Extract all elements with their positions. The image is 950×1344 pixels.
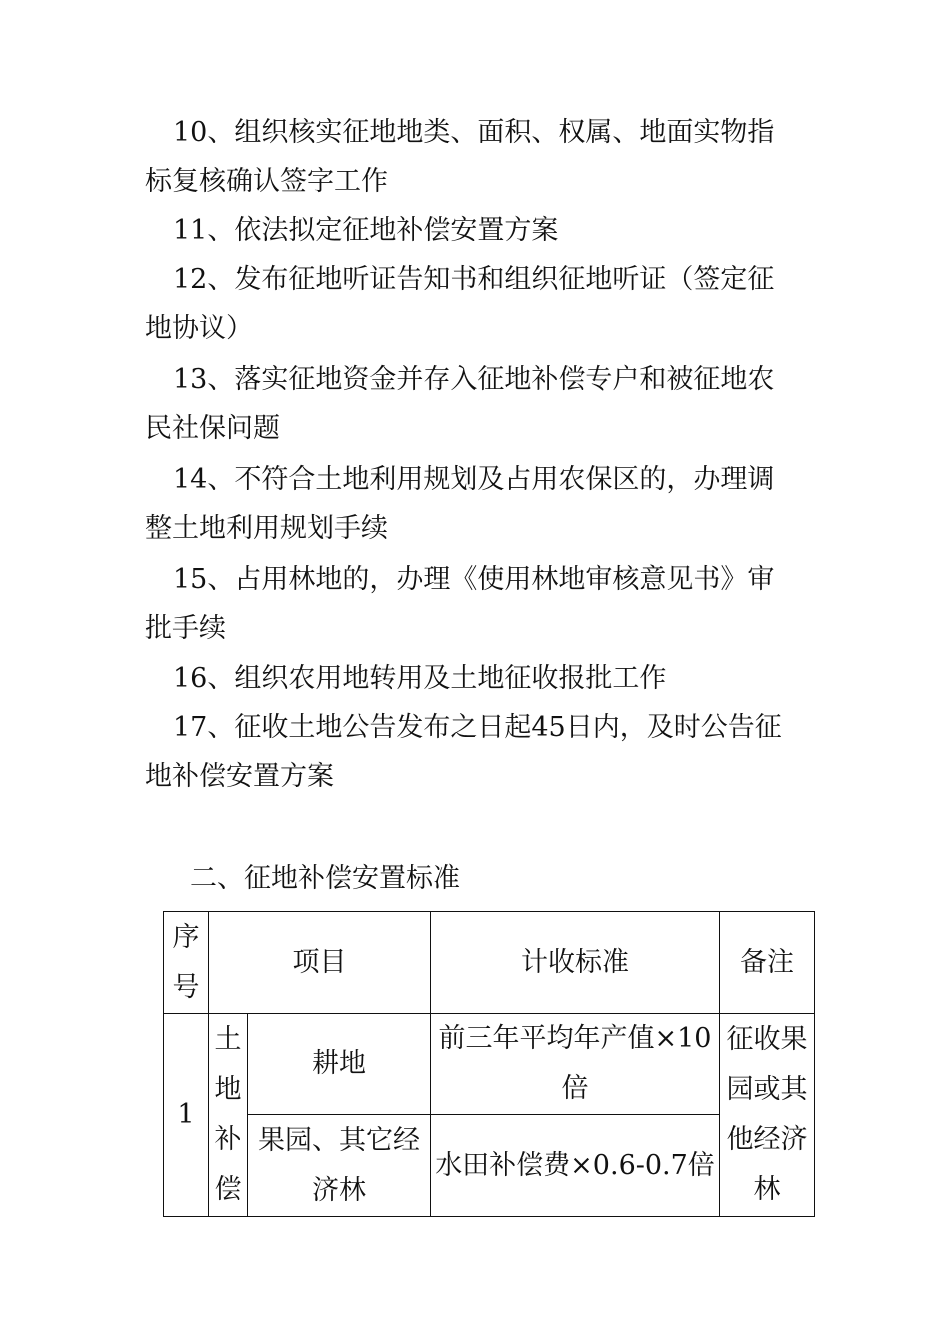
list-item <box>145 255 810 353</box>
item-line: 10、组织核实征地地类、面积、权属、地面实物指 <box>173 117 775 148</box>
header-standard: 计收标准 <box>431 912 720 1014</box>
row-standard: 前三年平均年产值×10倍 <box>431 1014 720 1115</box>
list-item <box>145 703 810 801</box>
item-line: 15、占用林地的，办理《使用林地审核意见书》审 <box>173 564 775 595</box>
item-line: 批手续 <box>145 613 226 644</box>
list-item <box>145 455 810 553</box>
list-item <box>145 355 810 453</box>
compensation-standard-table <box>163 911 815 1217</box>
item-line: 17、征收土地公告发布之日起45日内，及时公告征 <box>173 712 782 743</box>
row-standard: 水田补偿费×0.6-0.7倍 <box>431 1115 720 1217</box>
header-index: 序号 <box>164 912 209 1014</box>
table-header-row <box>164 912 815 1014</box>
item-line: 标复核确认签字工作 <box>145 166 388 197</box>
item-line: 14、不符合土地利用规划及占用农保区的，办理调 <box>173 464 775 495</box>
row-index: 1 <box>164 1014 209 1217</box>
section-title: 二、征地补偿安置标准 <box>190 863 460 894</box>
row-item: 果园、其它经济林 <box>248 1115 431 1217</box>
item-line: 地协议） <box>145 313 253 344</box>
item-line: 16、组织农用地转用及土地征收报批工作 <box>173 663 667 694</box>
item-line: 13、落实征地资金并存入征地补偿专户和被征地农 <box>173 364 775 395</box>
list-item <box>145 108 810 206</box>
row-note: 征收果园或其他经济林 <box>720 1014 815 1217</box>
item-line: 11、依法拟定征地补偿安置方案 <box>173 215 559 246</box>
item-line: 民社保问题 <box>145 413 280 444</box>
list-item <box>145 555 810 653</box>
item-line: 地补偿安置方案 <box>145 761 334 792</box>
header-note: 备注 <box>720 912 815 1014</box>
row-item: 耕地 <box>248 1014 431 1115</box>
row-category: 土地补偿 <box>209 1014 248 1217</box>
list-item <box>145 206 810 255</box>
table-row <box>164 1014 815 1115</box>
header-item: 项目 <box>209 912 431 1014</box>
item-line: 整土地利用规划手续 <box>145 513 388 544</box>
list-item <box>145 654 810 703</box>
table-row <box>164 1115 815 1217</box>
item-line: 12、发布征地听证告知书和组织征地听证（签定征 <box>173 264 775 295</box>
